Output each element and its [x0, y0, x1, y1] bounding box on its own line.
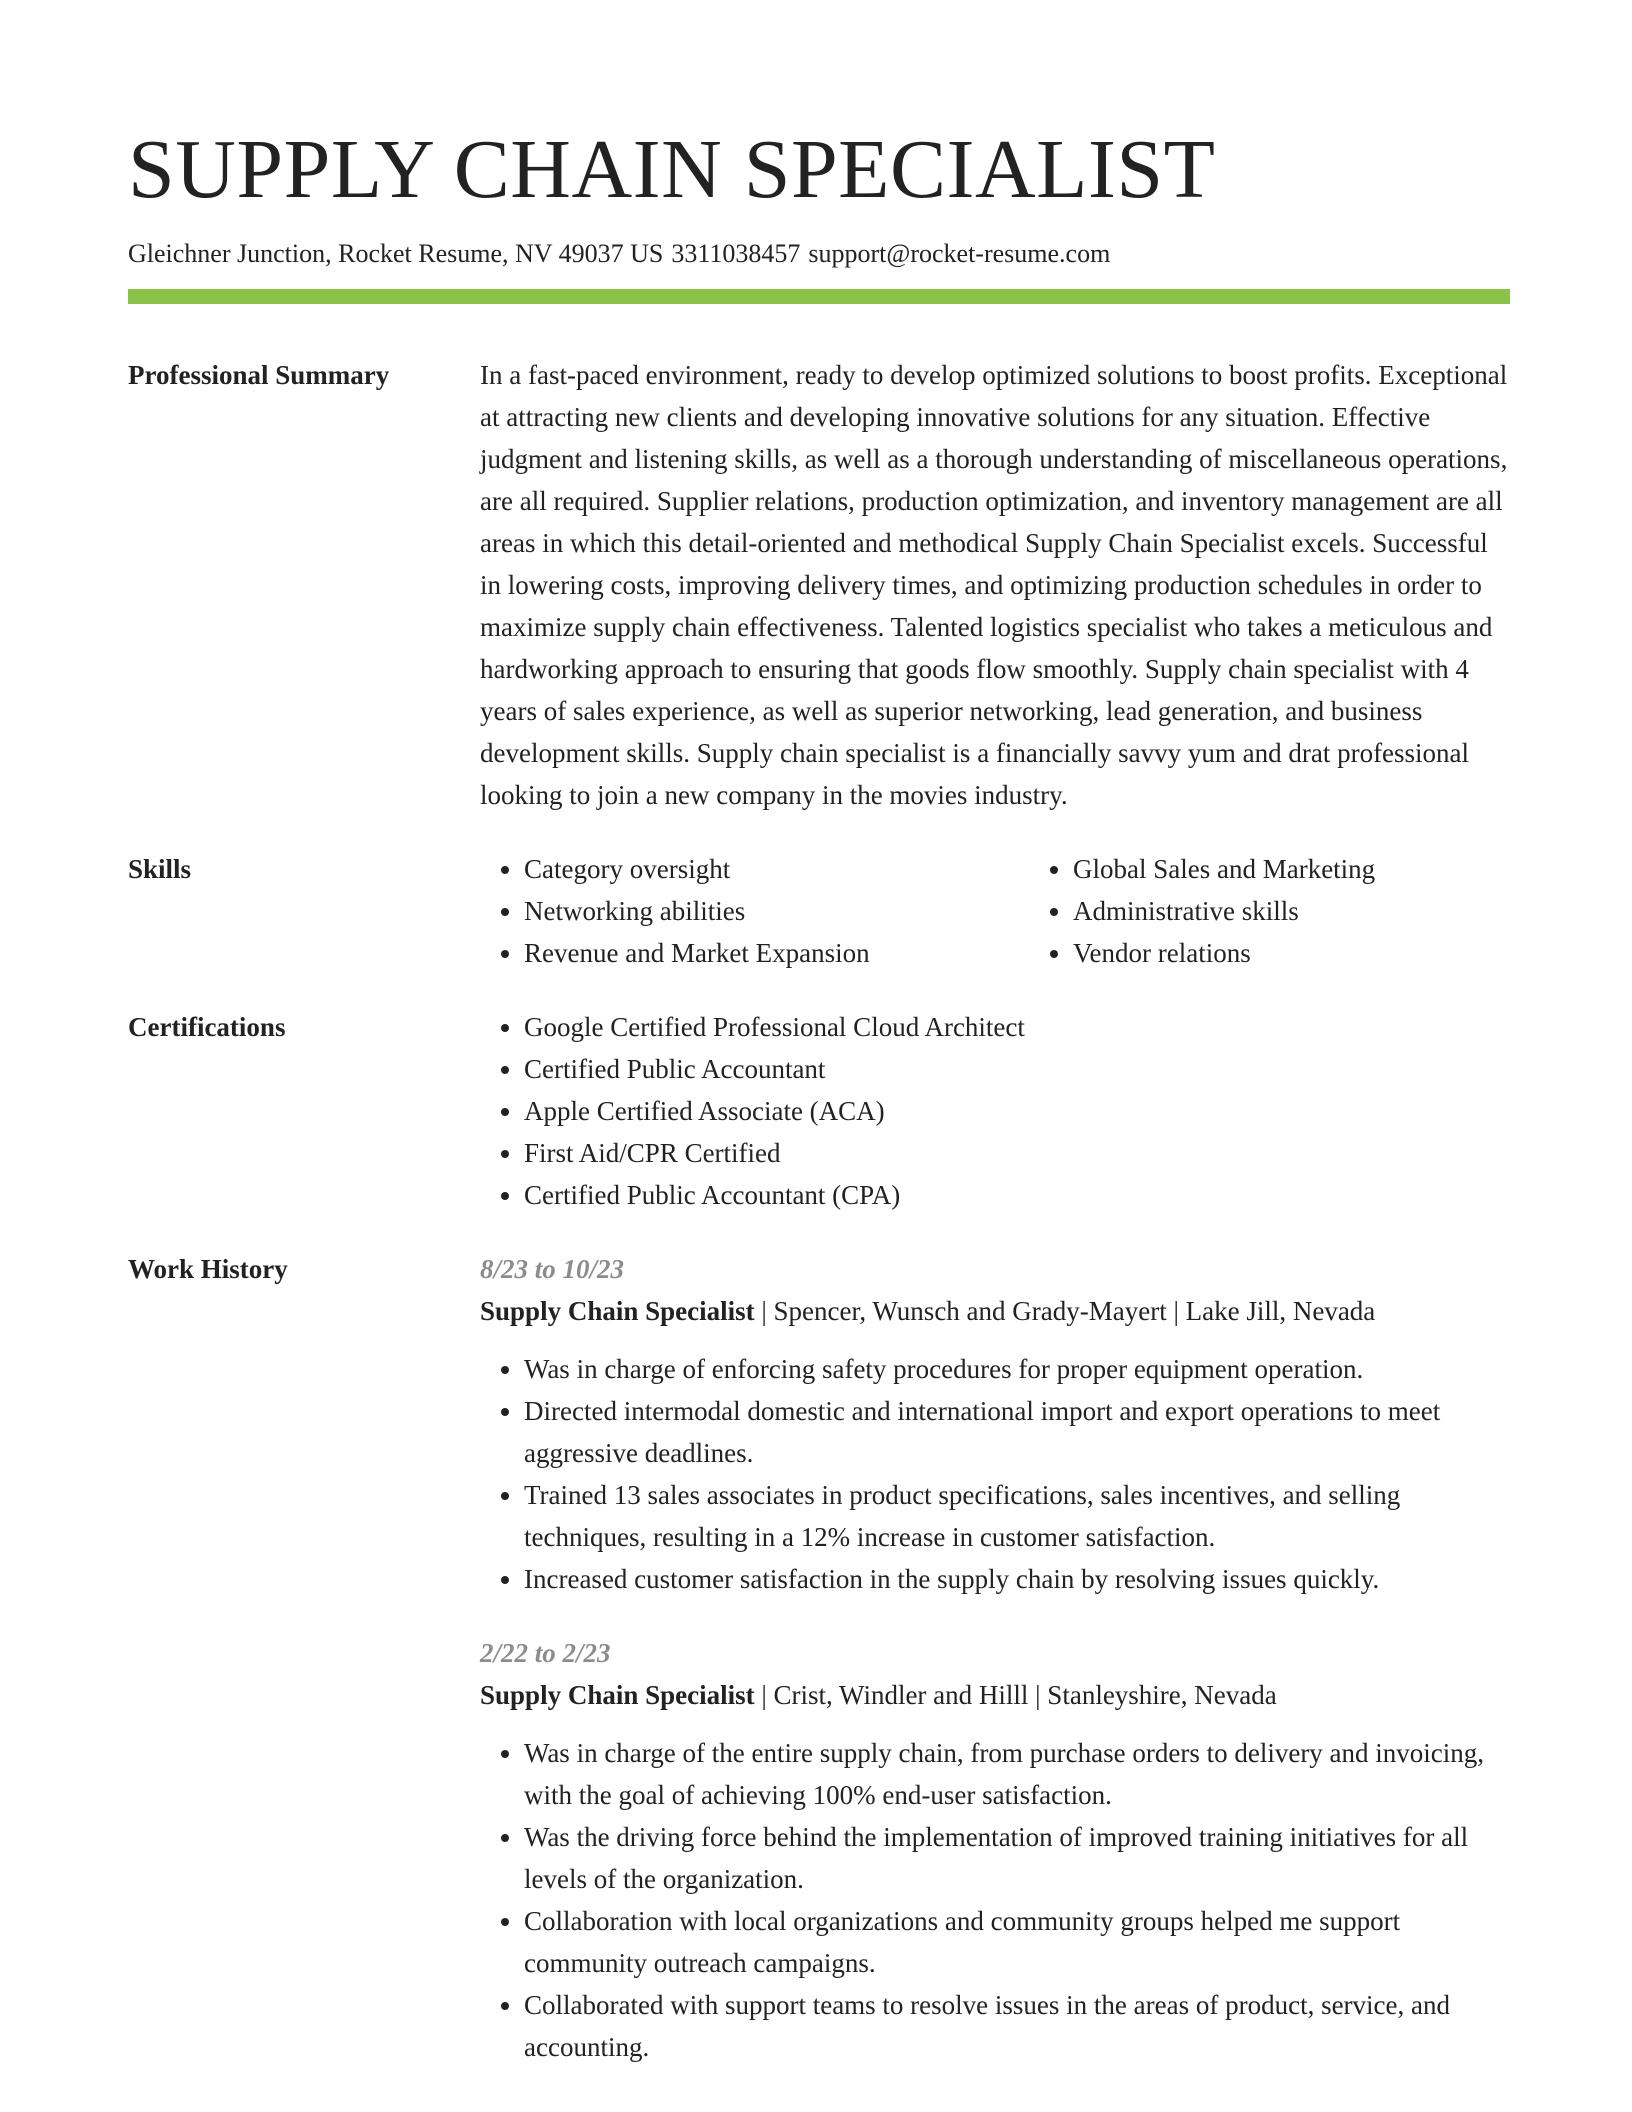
job-dates: 8/23 to 10/23	[480, 1254, 625, 1285]
job-heading	[480, 1290, 1510, 1332]
skills-list-left	[480, 848, 1029, 974]
skill-item: • Category oversight	[524, 848, 1029, 890]
job-bullet: • Trained 13 sales associates in product specifications, sales incentives, and selling techniques, resulting in a 12% increase in customer satisfaction.	[524, 1474, 1510, 1558]
contact-address: Gleichner Junction, Rocket Resume, NV 49037 US	[128, 239, 664, 268]
job-bullet: • Collaborated with support teams to resolve issues in the areas of product, service, and accounting.	[524, 1984, 1510, 2068]
job-bullet: • Was in charge of the entire supply chain, from purchase orders to delivery and invoicing, with the goal of achieving 100% end-user satisfaction.	[524, 1732, 1510, 1816]
work-history-section	[128, 1248, 1510, 2100]
job-bullets	[480, 1732, 1510, 2068]
section-label-work-history: Work History	[128, 1254, 288, 1285]
job-dates: 2/22 to 2/23	[480, 1638, 611, 1669]
job-bullet: • Directed intermodal domestic and international import and export operations to meet aggressive deadlines.	[524, 1390, 1510, 1474]
job-heading	[480, 1674, 1510, 1716]
section-label-summary: Professional Summary	[128, 360, 390, 391]
job-title: Supply Chain Specialist	[480, 1296, 755, 1327]
skill-item: • Vendor relations	[1073, 932, 1510, 974]
summary-section	[128, 354, 1510, 816]
contact-email: support@rocket-resume.com	[808, 239, 1111, 268]
job-title: Supply Chain Specialist	[480, 1680, 755, 1711]
job-details: | Crist, Windler and Hilll | Stanleyshire, Nevada	[754, 1680, 1277, 1711]
certification-item: • Google Certified Professional Cloud Architect	[524, 1006, 1510, 1048]
page-title: SUPPLY CHAIN SPECIALIST	[128, 123, 1216, 216]
contact-phone: 3311038457	[671, 239, 801, 268]
skills-section	[128, 848, 1510, 974]
certifications-list	[480, 1006, 1510, 1216]
certification-item: • First Aid/CPR Certified	[524, 1132, 1510, 1174]
job-entry	[480, 1248, 1510, 1600]
job-bullet: • Collaboration with local organizations and community groups helped me support community outreach campaigns.	[524, 1900, 1510, 1984]
job-bullet: • Was the driving force behind the implementation of improved training initiatives for all levels of the organization.	[524, 1816, 1510, 1900]
job-details: | Spencer, Wunsch and Grady-Mayert | Lake Jill, Nevada	[754, 1296, 1376, 1327]
certification-item: • Apple Certified Associate (ACA)	[524, 1090, 1510, 1132]
section-label-skills: Skills	[128, 854, 192, 885]
skill-item: • Networking abilities	[524, 890, 1029, 932]
skill-item: • Revenue and Market Expansion	[524, 932, 1029, 974]
certifications-section	[128, 1006, 1510, 1216]
job-entry	[480, 1632, 1510, 2068]
skill-item: • Global Sales and Marketing	[1073, 848, 1510, 890]
summary-text: In a fast-paced environment, ready to develop optimized solutions to boost profits. Exceptional at attracting new clients and developing innovative solutions for any situation. Effective judgment and listening skills, as well as a thorough understanding of miscellaneous operations, are all required. Supplier relations, production optimization, and inventory management are all areas in which this detail-oriented and methodical Supply Chain Specialist excels. Successful in lowering costs, improving delivery times, and optimizing production schedules in order to maximize supply chain effectiveness. Talented logistics specialist who takes a meticulous and hardworking approach to ensuring that goods flow smoothly. Supply chain specialist with 4 years of sales experience, as well as superior networking, lead generation, and business development skills. Supply chain specialist is a financially savvy yum and drat professional looking to join a new company in the movies industry.	[480, 360, 1508, 811]
section-label-certifications: Certifications	[128, 1012, 286, 1043]
skills-list-right	[1029, 848, 1510, 974]
certification-item: • Certified Public Accountant (CPA)	[524, 1174, 1510, 1216]
job-bullets	[480, 1348, 1510, 1600]
job-bullet: • Increased customer satisfaction in the supply chain by resolving issues quickly.	[524, 1558, 1510, 1600]
job-bullet: • Was in charge of enforcing safety procedures for proper equipment operation.	[524, 1348, 1510, 1390]
certification-item: • Certified Public Accountant	[524, 1048, 1510, 1090]
contact-line	[128, 238, 1510, 269]
header-divider	[128, 289, 1510, 304]
skill-item: • Administrative skills	[1073, 890, 1510, 932]
